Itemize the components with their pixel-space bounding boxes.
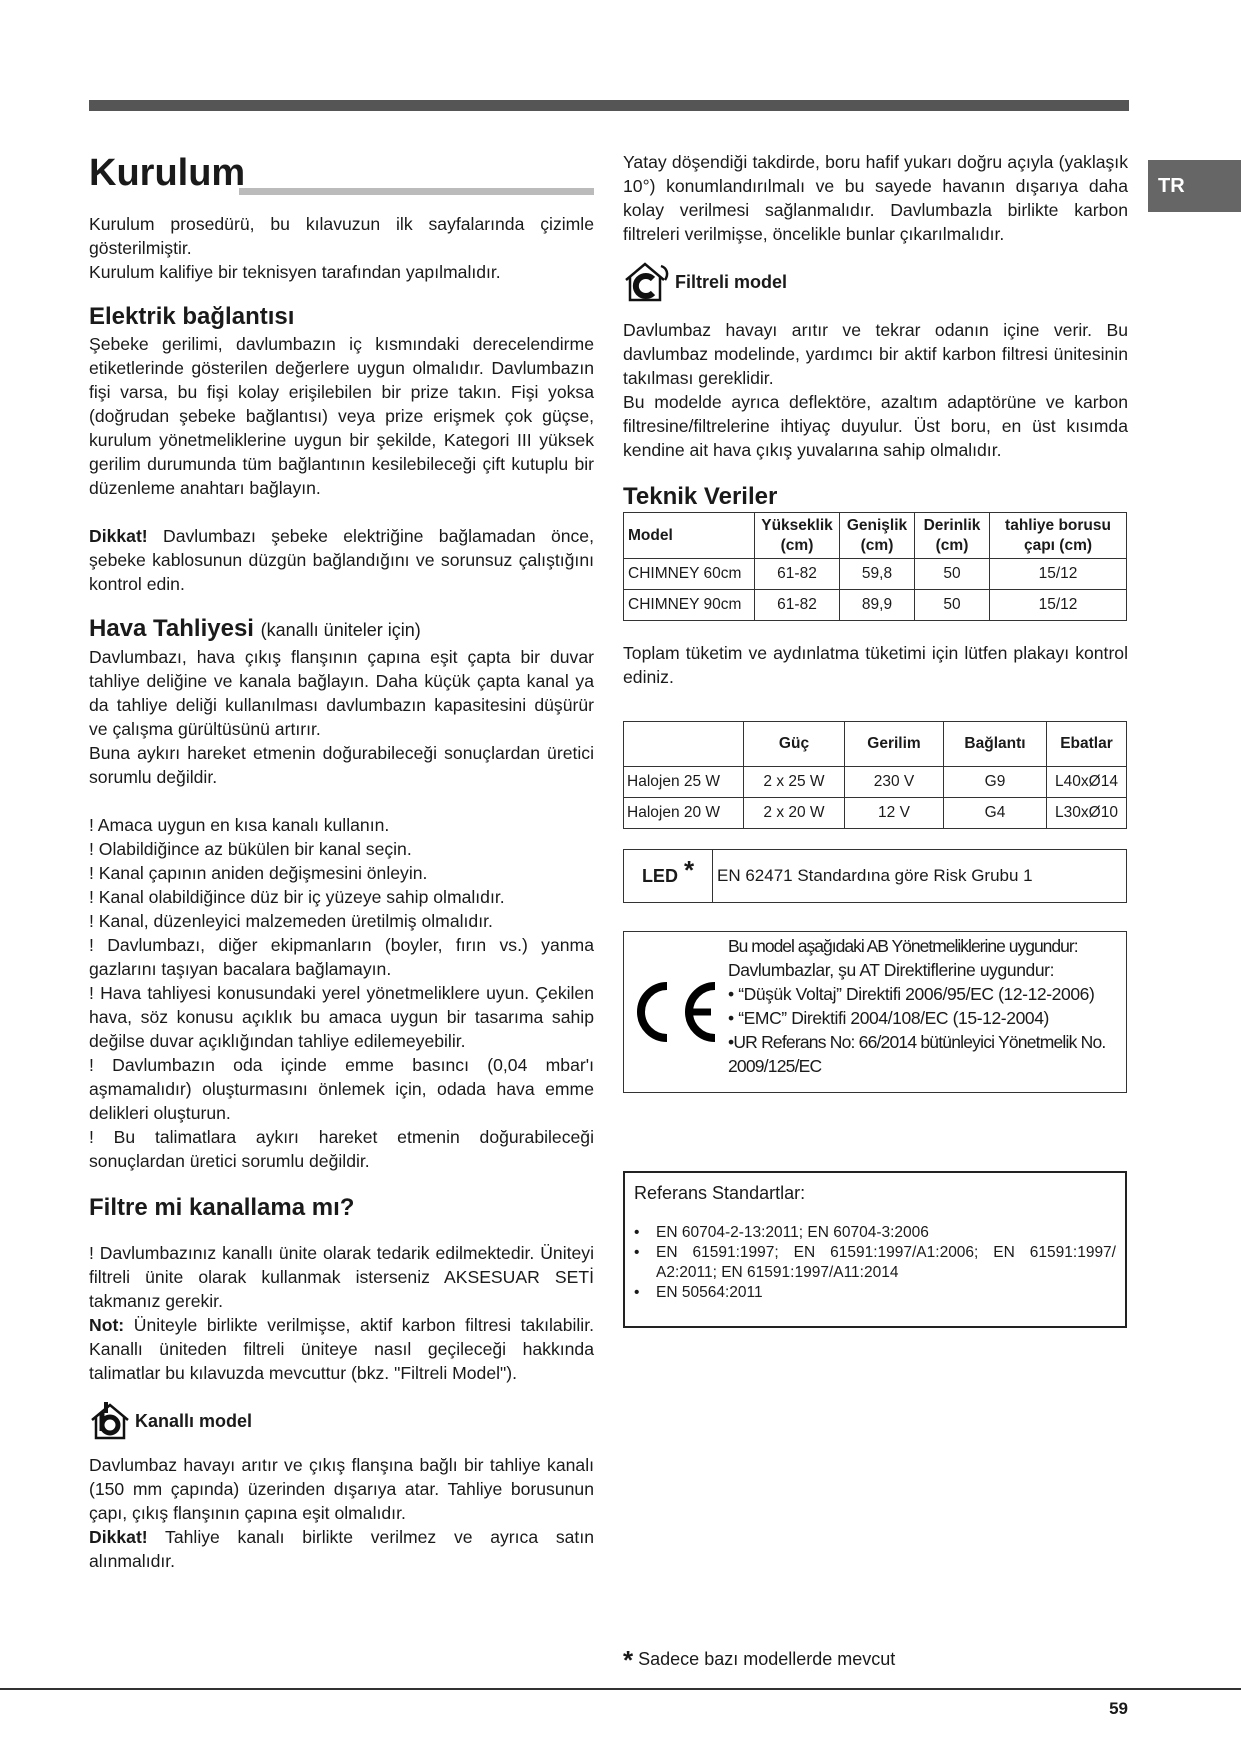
table-cell: 50 [915,590,990,621]
ce-box [623,931,1127,1093]
filter-or-duct-body: ! Davlumbazınız kanallı ünite olarak tedarik edilmektedir. Üniteyi filtreli ünite olarak kullanmak isterseniz AKSESUAR SETİ takmanız gerekir. [89,1243,594,1311]
intro-line-2: Kurulum kalifiye bir teknisyen tarafından yapılmalıdır. [89,262,501,282]
intro-line-1: Kurulum prosedürü, bu kılavuzun ilk sayfalarında çizimle gösterilmiştir. [89,214,594,258]
reference-text: EN 50564:2011 [656,1284,763,1301]
table-cell: Halojen 20 W [624,798,744,829]
filtered-model-label: Filtreli model [675,272,788,292]
led-text: EN 62471 Standardına göre Risk Grubu 1 [717,866,1033,885]
lamp-col-header: Bağlantı [944,722,1047,767]
table-cell: L30xØ10 [1047,798,1127,829]
table-cell: CHIMNEY 60cm [624,559,755,590]
exhaust-body-1: Davlumbazı, hava çıkış flanşının çapına eşit çapta bir duvar tahliye deliğine ve kanala bağlayın. Daha küçük çapta kanal ya da tahliye deliği kullanılması davlumbazın kapasitesini düşürür ve çalışma gürültüsünü artırır. [89,647,594,739]
ce-line: •UR Referans No: 66/2014 bütünleyici Yönetmelik No. 2009/125/EC [728,1032,1106,1076]
rule-item: ! Davlumbazı, diğer ekipmanların (boyler, fırın vs.) yanma gazlarını taşıyan bacalara bağlamayın. [89,935,594,979]
title-block [89,150,594,196]
table-cell: 61-82 [755,559,840,590]
reference-text: EN 61591:1997; EN 61591:1997/A1:2006; EN 61591:1997/ A2:2011; EN 61591:1997/A11:2014 [656,1244,1116,1281]
table-cell: 12 V [845,798,944,829]
note-label: Not: [89,1315,125,1335]
left-column [89,150,594,1573]
table-cell: 15/12 [990,559,1127,590]
warning-text: Tahliye kanalı birlikte verilmez ve ayrıca satın alınmalıdır. [89,1527,594,1571]
lamp-col-header: Güç [744,722,845,767]
warning-label: Dikkat! [89,1527,148,1547]
lamp-col-header: Gerilim [845,722,944,767]
rule-item: ! Hava tahliyesi konusundaki yerel yönetmeliklere uyun. Çekilen hava, söz konusu açıklık bu amaca uygun bir tasarıma sahip değilse duvar açıklığından tahliye edilemeyebilir. [89,983,594,1051]
table-cell: 89,9 [840,590,915,621]
filtered-body-2: Bu modelde ayrıca deflektöre, azaltım adaptörüne ve karbon filtresine/filtrelerine ihtiyaç duyulur. Üst boru, en üst kısımda kendine ait hava çıkış yuvalarına sahip olmalıdır. [623,392,1128,460]
electric-body: Şebeke gerilimi, davlumbazın iç kısmındaki derecelendirme etiketlerinde gösterilen değerlere uygun olmalıdır. Davlumbazın fişi varsa, bu fişi kolay erişilebilen bir prize takın. Fişi yoksa (doğrudan şebeke bağlantısı) veya prize erişmek çok güçse, kurulum yönetmeliklerine uygun bir şekilde, Kategori III yüksek gerilim durumunda tüm bağlantının kesilebileceği çift kutuplu bir düzenleme anahtarı bağlayın. [89,334,594,498]
lamp-col-header: Ebatlar [1047,722,1127,767]
page-number: 59 [1109,1699,1128,1718]
rule-item: ! Kanal çapının aniden değişmesini önleyin. [89,863,428,883]
rule-item: ! Kanal olabildiğince düz bir iç yüzeye sahip olmalıdır. [89,887,505,907]
electric-heading: Elektrik bağlantısı [89,303,295,330]
tech-col-header: Model [624,513,755,559]
ce-line: Bu model aşağıdaki AB Yönetmeliklerine uygundur: [728,936,1078,956]
list-item: • EN 50564:2011 [634,1283,1116,1303]
filtered-model-label-row [623,260,1128,304]
language-tab [1148,160,1241,212]
ducted-model-label-row [89,1399,594,1443]
note-text: Üniteyle birlikte verilmişse, aktif karbon filtresi takılabilir. Kanallı üniteden filtreli üniteye nasıl geçileceği hakkında talimatlar bu kılavuzda mevcuttur (bkz. "Filtreli Model"). [89,1315,594,1383]
tech-col-header: Derinlik (cm) [915,513,990,559]
bottom-rule [0,1688,1241,1690]
table-cell: G9 [944,767,1047,798]
filter-or-duct-heading: Filtre mi kanallama mı? [89,1194,355,1221]
rule-item: ! Kanal, düzenleyici malzemeden üretilmiş olmalıdır. [89,911,493,931]
top-rule [89,100,1129,111]
exhaust-body-2: Buna aykırı hareket etmenin doğurabileceği sonuçlardan üretici sorumlu değildir. [89,743,594,787]
led-box [623,849,1127,903]
rule-item: ! Amaca uygun en kısa kanalı kullanın. [89,815,390,835]
page-title: Kurulum [89,152,246,194]
table-cell: L40xØ14 [1047,767,1127,798]
table-row [624,559,1127,590]
list-item: • EN 60704-2-13:2011; EN 60704-3:2006 [634,1223,1116,1243]
electric-warning [89,524,594,596]
footnote [623,1645,895,1676]
ducted-mode-icon [89,1400,131,1442]
table-cell: 2 x 20 W [744,798,845,829]
rule-item: ! Davlumbazın oda içinde emme basıncı (0,04 mbar'ı aşmamalıdır) oluşturmasını önlemek için, odada hava emme delikleri oluşturun. [89,1055,594,1123]
warning-label: Dikkat! [89,526,148,546]
table-cell: 15/12 [990,590,1127,621]
ducted-body: Davlumbaz havayı arıtır ve çıkış flanşına bağlı bir tahliye kanalı (150 mm çapında) üzerinden dışarıya atar. Tahliye borusunun çapı, çıkış flanşının çapına eşit olmalıdır. [89,1455,594,1523]
led-label-cell [624,850,713,902]
led-label: LED [641,866,678,886]
ce-mark-cell [624,932,728,1092]
ce-text [728,932,1126,1092]
table-cell: 2 x 25 W [744,767,845,798]
table-cell: G4 [944,798,1047,829]
table-cell: 59,8 [840,559,915,590]
language-tab-label: TR [1158,174,1185,197]
ducted-warning [89,1525,594,1573]
footnote-text: Sadece bazı modellerde mevcut [638,1649,896,1669]
filtered-body-1: Davlumbaz havayı arıtır ve tekrar odanın içine verir. Bu davlumbaz modelinde, yardımcı bir aktif karbon filtresi ünitesinin takılması gereklidir. [623,320,1128,388]
tilt-text: Yatay döşendiği takdirde, boru hafif yukarı doğru açıyla (yaklaşık 10°) konumlandırılmalı ve bu sayede havanın dışarıya daha kolay verilmesi sağlanmalıdır. Davlumbazla birlikte karbon filtreleri verilmişse, öncelikle bunlar çıkarılmalıdır. [623,152,1128,244]
lamp-table [623,721,1127,829]
exhaust-heading [89,614,594,645]
filtered-mode-icon [623,260,671,304]
footnote-star: * [623,1645,634,1675]
tech-col-header: tahliye borusu çapı (cm) [990,513,1127,559]
table-cell: 50 [915,559,990,590]
ce-line: Davlumbazlar, şu AT Direktiflerine uygundur: [728,960,1055,980]
lamp-header-row [624,722,1127,767]
lamp-col-header [624,722,744,767]
table-cell: CHIMNEY 90cm [624,590,755,621]
reference-text: EN 60704-2-13:2011; EN 60704-3:2006 [656,1224,929,1241]
reference-standards-box [623,1171,1127,1328]
exhaust-heading-note: (kanallı üniteler için) [260,620,421,640]
tech-table [623,512,1127,621]
warning-text: Davlumbazı şebeke elektriğine bağlamadan önce, şebeke kablosunun düzgün bağlandığını ve sorunsuz çalıştığını kontrol edin. [89,526,594,594]
ce-mark-icon [631,980,721,1044]
ce-line: • “EMC” Direktifi 2004/108/EC (15-12-2004) [728,1008,1049,1028]
right-column [623,150,1128,1328]
tech-header-row [624,513,1127,559]
filter-or-duct-note [89,1313,594,1385]
table-row [624,798,1127,829]
tech-col-header: Genişlik (cm) [840,513,915,559]
exhaust-heading-text: Hava Tahliyesi [89,615,254,642]
ce-line: • “Düşük Voltaj” Direktifi 2006/95/EC (12-12-2006) [728,984,1095,1004]
table-cell: Halojen 25 W [624,767,744,798]
table-cell: 61-82 [755,590,840,621]
ducted-model-label: Kanallı model [135,1411,253,1431]
rule-item: ! Bu talimatlara aykırı hareket etmenin doğurabileceği sonuçlardan üretici sorumlu değildir. [89,1127,594,1171]
table-row [624,590,1127,621]
led-star: * [683,855,695,885]
list-item: • EN 61591:1997; EN 61591:1997/A1:2006; EN 61591:1997/ A2:2011; EN 61591:1997/A11:2014 [634,1244,1116,1281]
consumption-note: Toplam tüketim ve aydınlatma tüketimi için lütfen plakayı kontrol ediniz. [623,643,1128,687]
tech-heading: Teknik Veriler [623,483,778,510]
tech-col-header: Yükseklik (cm) [755,513,840,559]
reference-title: Referans Standartlar: [634,1183,806,1203]
table-row [624,767,1127,798]
table-cell: 230 V [845,767,944,798]
rule-item: ! Olabildiğince az bükülen bir kanal seçin. [89,839,412,859]
reference-list [634,1223,1116,1303]
title-underline [239,188,594,195]
